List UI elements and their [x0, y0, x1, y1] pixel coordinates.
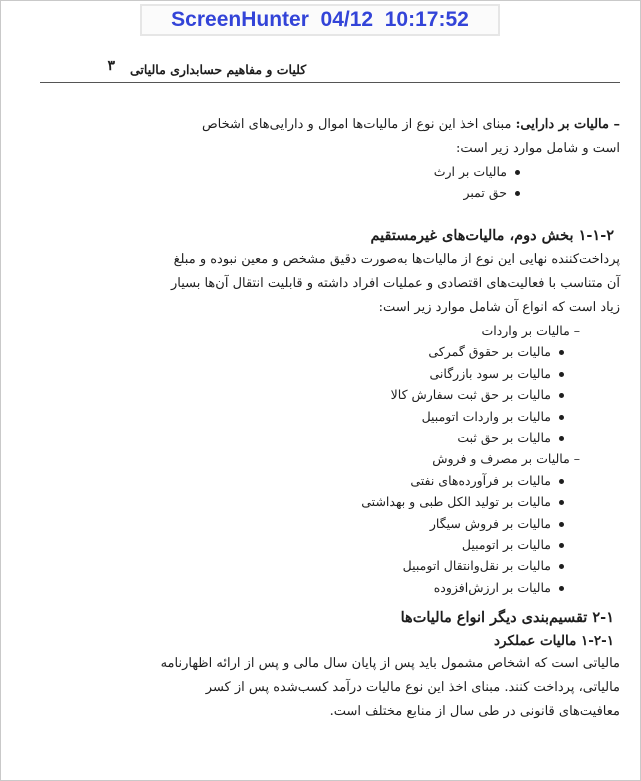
list-item: مالیات بر حق ثبت سفارش کالا — [42, 384, 564, 405]
subsection-heading: ۱-۲-۱ مالیات عملکرد — [494, 633, 614, 649]
wealth-tax-heading: – مالیات بر دارایی: — [515, 117, 620, 132]
list-item: مالیات بر سود بازرگانی — [42, 363, 564, 384]
wealth-tax-line-2: است و شامل موارد زیر است: — [456, 141, 620, 156]
screenshot-banner: ScreenHunter 04/12 10:17:52 — [140, 4, 500, 36]
indirect-tax-section — [42, 224, 620, 598]
list-item: مالیات بر ارث — [42, 161, 520, 182]
page-number: ۳ — [107, 58, 115, 74]
list-item: مالیات بر واردات اتومبیل — [42, 406, 564, 427]
list-item: مالیات بر فروش سیگار — [42, 513, 564, 534]
running-head-title: کلیات و مفاهیم حسابداری مالیاتی — [130, 62, 307, 77]
list-item: مالیات بر تولید الکل طبی و بهداشتی — [42, 491, 564, 512]
list-item: مالیات بر فرآورده‌های نفتی — [42, 470, 564, 491]
bullet-icon — [559, 415, 564, 420]
paragraph-line: مالیاتی، پرداخت کنند. مبنای اخذ این نوع مالیات درآمد کسب‌شده پس از کسر — [205, 680, 620, 695]
list-item: مالیات بر حق ثبت — [42, 427, 564, 448]
bullet-icon — [559, 479, 564, 484]
list-item: مالیات بر ارزش‌افزوده — [42, 577, 564, 598]
bullet-icon — [559, 586, 564, 591]
consumption-label: – مالیات بر مصرف و فروش — [432, 451, 580, 467]
section-heading: ۱-۱-۲ بخش دوم، مالیات‌های غیرمستقیم — [370, 227, 614, 244]
other-classification-section — [42, 606, 620, 724]
paragraph-line: زیاد است که انواع آن شامل موارد زیر است: — [378, 300, 620, 315]
section-heading: ۲-۱ تقسیم‌بندی دیگر انواع مالیات‌ها — [400, 609, 614, 626]
imports-list — [42, 341, 564, 448]
bullet-icon — [559, 564, 564, 569]
running-head — [40, 58, 620, 83]
document-page — [40, 58, 620, 768]
bullet-icon — [559, 543, 564, 548]
list-item: مالیات بر نقل‌وانتقال اتومبیل — [42, 555, 564, 576]
wealth-tax-line-1 — [42, 113, 620, 137]
list-item: حق تمبر — [42, 182, 520, 203]
bullet-icon — [559, 436, 564, 441]
paragraph-line: پرداخت‌کننده نهایی این نوع از مالیات‌ها به‌صورت دقیق مشخص و معین نبوده و مبلغ — [173, 252, 620, 267]
bullet-icon — [559, 522, 564, 527]
consumption-list — [42, 470, 564, 598]
bullet-icon — [515, 191, 520, 196]
wealth-tax-text-1: مبنای اخذ این نوع از مالیات‌ها اموال و دارایی‌های اشخاص — [201, 117, 512, 132]
bullet-icon — [559, 393, 564, 398]
list-item: مالیات بر اتومبیل — [42, 534, 564, 555]
paragraph-line: آن متناسب با فعالیت‌های اقتصادی و عملیات افراد داشته و قابلیت انتقال آن‌ها بسیار — [170, 276, 620, 291]
wealth-tax-section — [42, 113, 620, 204]
wealth-tax-list — [42, 161, 520, 204]
paragraph-line: مالیاتی است که اشخاص مشمول باید پس از پایان سال مالی و پس از ارائه اظهارنامه — [160, 656, 620, 671]
bullet-icon — [559, 372, 564, 377]
bullet-icon — [515, 170, 520, 175]
bullet-icon — [559, 500, 564, 505]
paragraph-line: معافیت‌های قانونی در طی سال از منابع مختلف است. — [329, 704, 620, 719]
bullet-icon — [559, 350, 564, 355]
imports-label: – مالیات بر واردات — [481, 323, 580, 338]
list-item: مالیات بر حقوق گمرکی — [42, 341, 564, 362]
